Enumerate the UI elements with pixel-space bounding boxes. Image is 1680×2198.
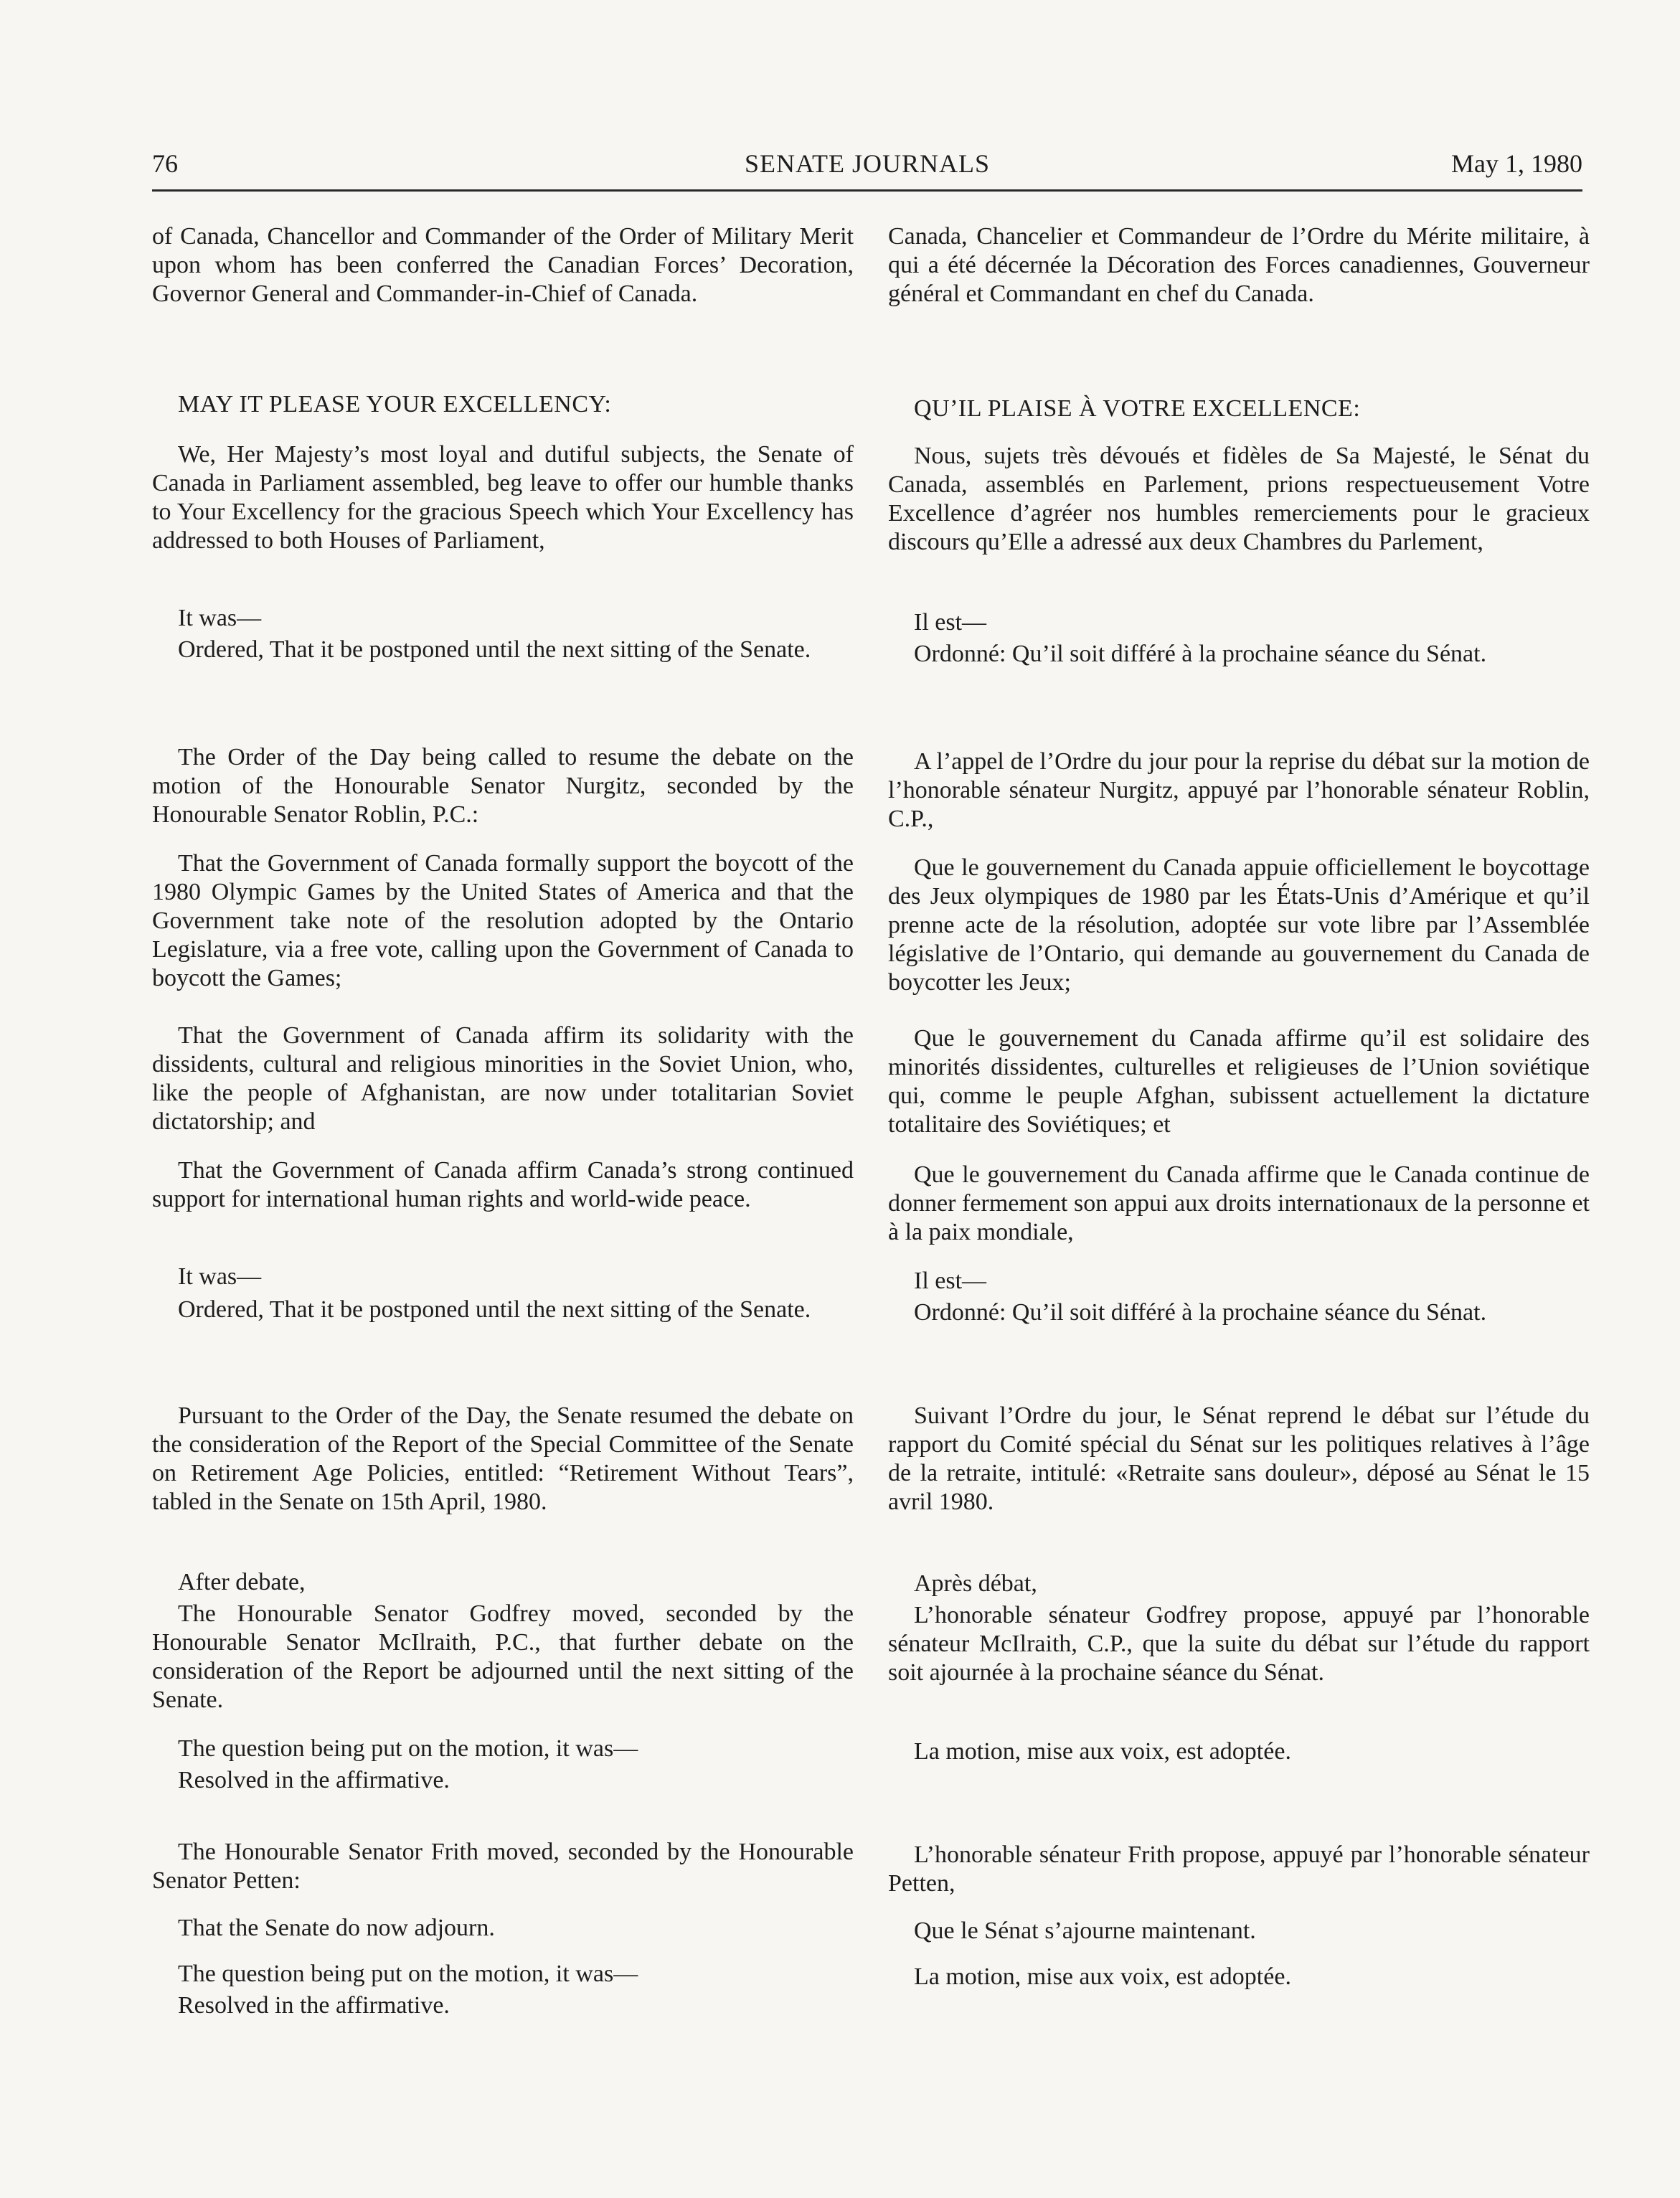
running-title: SENATE JOURNALS xyxy=(744,149,991,178)
en-after-debate: After debate, xyxy=(178,1569,306,1595)
fr-address-body: Nous, sujets très dévoués et fidèles de Sa Majesté, le Sénat du Canada, assemblés en Parlement, prions respectueusement Votre Excellence d’agréer nos humbles remerciements pour le gracieux discours qu’Elle a adressé aux deux Chambres du Parlement, xyxy=(888,443,1590,555)
fr-address-end: Canada, Chancelier et Commandeur de l’Ordre du Mérite militaire, à qui a été décernée la Décoration des Forces canadiennes, Gouverneur général et Commandant en chef du Canada. xyxy=(888,223,1590,307)
en-ordered-2: Ordered, That it be postponed until the next sitting of the Senate. xyxy=(178,1296,811,1323)
fr-frith-motion: L’honorable sénateur Frith propose, appuyé par l’honorable sénateur Petten, xyxy=(888,1841,1590,1897)
fr-adjourn: Que le Sénat s’ajourne maintenant. xyxy=(914,1918,1256,1944)
fr-order-day-debate: A l’appel de l’Ordre du jour pour la reprise du débat sur la motion de l’honorable sénateur Nurgitz, appuyé par l’honorable sénateur Roblin, C.P., xyxy=(888,748,1590,832)
header-date: May 1, 1980 xyxy=(1451,149,1582,178)
fr-after-debate: Après débat, xyxy=(914,1570,1037,1597)
en-address-body: We, Her Majesty’s most loyal and dutiful subjects, the Senate of Canada in Parliament assembled, beg leave to offer our humble thanks to Your Excellency for the gracious Speech which Your Excellency has addressed to both Houses of Parliament, xyxy=(152,441,854,554)
fr-motion-solidarity: Que le gouvernement du Canada affirme qu’il est solidaire des minorités dissidentes, culturelles et religieuses de l’Union soviétique qui, comme le peuple Afghan, subissent actuellement la dictature totalitaire des Soviétiques; et xyxy=(888,1025,1590,1138)
fr-motion-boycott: Que le gouvernement du Canada appuie officiellement le boycottage des Jeux olympiques de 1980 par les États-Unis d’Amérique et qu’il prenne acte de la résolution, adoptée sur vote libre par l’Assemblée législative de l’Ontario, qui demande au gouvernement du Canada de boycotter les Jeux; xyxy=(888,854,1590,996)
en-question-put-2: The question being put on the motion, it was— xyxy=(178,1961,638,1987)
fr-pursuant-report: Suivant l’Ordre du jour, le Sénat reprend le débat sur l’étude du rapport du Comité spécial du Sénat sur les politiques relatives à l’âge de la retraite, intitulé: «Retraite sans douleur», déposé au Sénat le 15 avril 1980. xyxy=(888,1402,1590,1515)
fr-motion-adopted-1: La motion, mise aux voix, est adoptée. xyxy=(914,1738,1291,1765)
page-number: 76 xyxy=(152,149,178,178)
fr-address-heading: QU’IL PLAISE À VOTRE EXCELLENCE: xyxy=(914,395,1361,422)
en-order-day-debate: The Order of the Day being called to resume the debate on the motion of the Honourable Senator Nurgitz, seconded by the Honourable Senator Roblin, P.C.: xyxy=(152,744,854,828)
fr-motion-adopted-2: La motion, mise aux voix, est adoptée. xyxy=(914,1963,1291,1990)
fr-il-est-2: Il est— xyxy=(914,1268,987,1294)
en-it-was-2: It was— xyxy=(178,1263,262,1290)
en-resolved-1: Resolved in the affirmative. xyxy=(178,1767,450,1793)
fr-ordonne-1: Ordonné: Qu’il soit différé à la prochaine séance du Sénat. xyxy=(914,641,1487,667)
en-pursuant-report: Pursuant to the Order of the Day, the Senate resumed the debate on the consideration of the Report of the Special Committee of the Senate on Retirement Age Policies, entitled: “Retirement Without Tears”, tabled in the Senate on 15th April, 1980. xyxy=(152,1402,854,1515)
en-motion-solidarity: That the Government of Canada affirm its solidarity with the dissidents, cultural and religious minorities in the Soviet Union, who, like the people of Afghanistan, are now under totalitarian Soviet dictatorship; and xyxy=(152,1022,854,1135)
page-header xyxy=(152,146,1582,192)
fr-godfrey-motion: L’honorable sénateur Godfrey propose, appuyé par l’honorable sénateur McIlraith, C.P., que la suite du débat sur l’étude du rapport soit ajournée à la prochaine séance du Sénat. xyxy=(888,1602,1590,1686)
en-address-end: of Canada, Chancellor and Commander of the Order of Military Merit upon whom has been conferred the Canadian Forces’ Decoration, Governor General and Commander-in-Chief of Canada. xyxy=(152,223,854,307)
en-it-was-1: It was— xyxy=(178,605,262,631)
en-adjourn: That the Senate do now adjourn. xyxy=(178,1915,495,1941)
en-frith-motion: The Honourable Senator Frith moved, seconded by the Honourable Senator Petten: xyxy=(152,1839,854,1894)
en-motion-rights: That the Government of Canada affirm Canada’s strong continued support for international human rights and world-wide peace. xyxy=(152,1157,854,1212)
en-godfrey-motion: The Honourable Senator Godfrey moved, seconded by the Honourable Senator McIlraith, P.C., that further debate on the consideration of the Report be adjourned until the next sitting of the Senate. xyxy=(152,1600,854,1713)
en-address-heading: MAY IT PLEASE YOUR EXCELLENCY: xyxy=(178,391,612,418)
fr-ordonne-2: Ordonné: Qu’il soit différé à la prochaine séance du Sénat. xyxy=(914,1299,1487,1326)
en-motion-boycott: That the Government of Canada formally support the boycott of the 1980 Olympic Games by the United States of America and that the Government take note of the resolution adopted by the Ontario Legislature, via a free vote, calling upon the Government of Canada to boycott the Games; xyxy=(152,850,854,991)
fr-motion-rights: Que le gouvernement du Canada affirme que le Canada continue de donner fermement son appui aux droits internationaux de la personne et à la paix mondiale, xyxy=(888,1161,1590,1245)
en-resolved-2: Resolved in the affirmative. xyxy=(178,1992,450,2019)
en-ordered-1: Ordered, That it be postponed until the next sitting of the Senate. xyxy=(178,636,811,663)
en-question-put-1: The question being put on the motion, it was— xyxy=(178,1735,638,1762)
fr-il-est-1: Il est— xyxy=(914,609,987,636)
